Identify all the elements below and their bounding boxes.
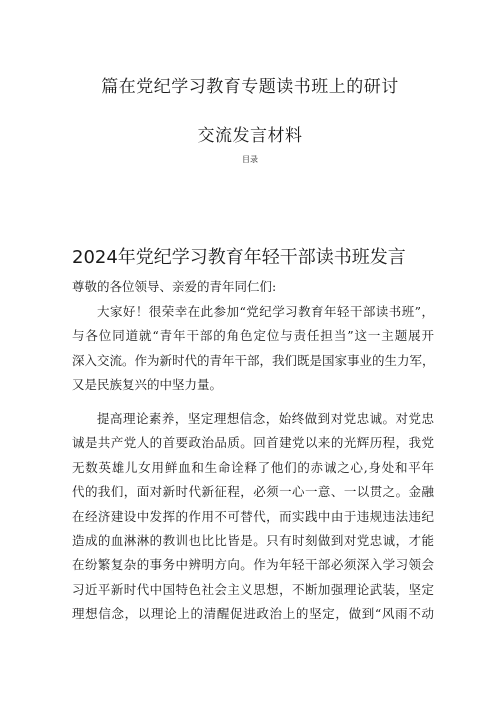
paragraph-line: 诚是共产党人的首要政治品质。回首建党以来的光辉历程，我党 [72, 435, 434, 451]
document-title-line-2: 交流发言材料 [197, 126, 303, 146]
paragraph-line: 提高理论素养，坚定理想信念，始终做到对党忠诚。对党忠 [97, 411, 434, 426]
paragraph-line: 大家好！很荣幸在此参加“党纪学习教育年轻干部读书班”， [97, 304, 434, 319]
paragraph-line: 造成的血淋淋的教训也比比皆是。只有时刻做到对党忠诚，才能 [72, 532, 434, 548]
paragraph-1 [72, 300, 434, 398]
paragraph-line: 代的我们，面对新时代新征程，必须一心一意、一以贯之。金融 [72, 484, 434, 500]
paragraph-line: 在纷繁复杂的事务中辨明方向。作为年轻干部必须深入学习领会 [72, 557, 434, 573]
document-title-line-1: 篇在党纪学习教育专题读书班上的研讨 [101, 77, 399, 97]
paragraph-line: 深入交流。作为新时代的青年干部，我们既是国家事业的生力军， [72, 352, 435, 368]
section-heading: 2024年党纪学习教育年轻干部读书班发言 [72, 247, 406, 268]
paragraph-line: 习近平新时代中国特色社会主义思想，不断加强理论武装，坚定 [72, 581, 434, 597]
paragraph-line: 理想信念，以理论上的清醒促进政治上的坚定，做到“风雨不动 [72, 606, 434, 622]
paragraph-line: 在经济建设中发挥的作用不可替代，而实践中由于违规违法违纪 [72, 508, 434, 524]
table-of-contents-label: 目录 [242, 155, 258, 164]
paragraph-2 [72, 407, 434, 627]
paragraph-line: 又是民族复兴的中坚力量。 [72, 377, 223, 393]
paragraph-line: 无数英雄儿女用鲜血和生命诠释了他们的赤诚之心,身处和平年 [72, 459, 434, 475]
paragraph-line: 与各位同道就“青年干部的角色定位与责任担当”这一主题展开 [72, 328, 434, 344]
salutation: 尊敬的各位领导、亲爱的青年同仁们: [72, 279, 277, 294]
